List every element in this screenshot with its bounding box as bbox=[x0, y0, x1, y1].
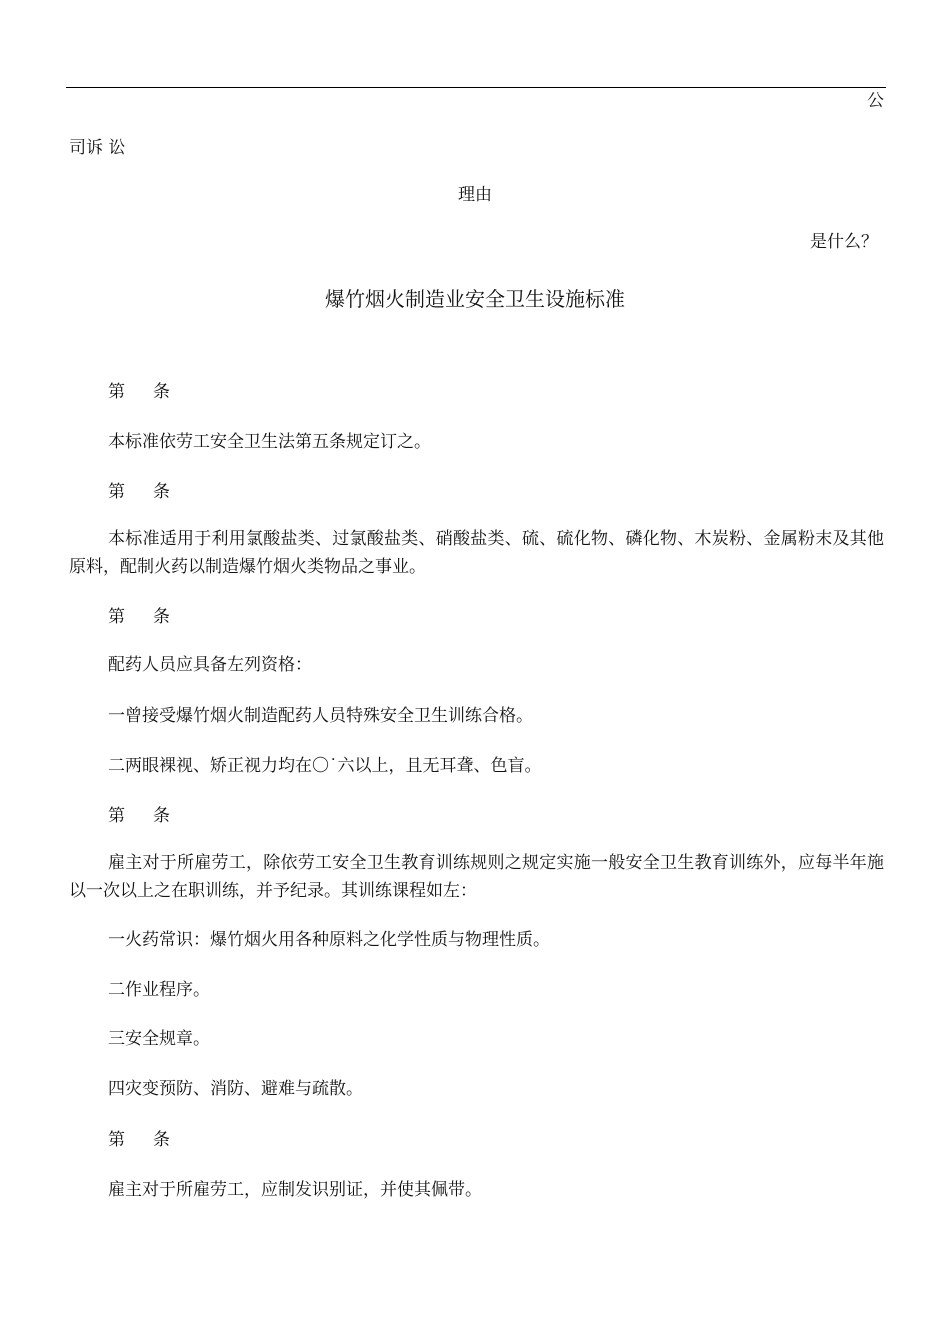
paragraph: 四灾变预防、消防、避难与疏散。 bbox=[108, 1079, 363, 1099]
paragraph: 配药人员应具备左列资格： bbox=[108, 655, 312, 675]
paragraph: 雇主对于所雇劳工，应制发识别证，并使其佩带。 bbox=[108, 1180, 482, 1200]
document-title: 爆竹烟火制造业安全卫生设施标准 bbox=[325, 287, 625, 311]
article-label: 第条 bbox=[108, 1130, 198, 1150]
paragraph: 本标准依劳工安全卫生法第五条规定订之。 bbox=[108, 432, 431, 452]
header-right-fragment: 公 bbox=[867, 91, 884, 111]
header-question-fragment: 是什么？ bbox=[810, 232, 878, 252]
header-left-fragment: 司诉 讼 bbox=[69, 138, 126, 158]
paragraph: 雇主对于所雇劳工，除依劳工安全卫生教育训练规则之规定实施一般安全卫生教育训练外，应每半年施以一次以上之在职训练，并予纪录。其训练课程如左： bbox=[69, 853, 884, 901]
article-label: 第条 bbox=[108, 607, 198, 627]
header-rule bbox=[66, 87, 886, 88]
paragraph: 一曾接受爆竹烟火制造配药人员特殊安全卫生训练合格。 bbox=[108, 706, 533, 726]
paragraph: 本标准适用于利用氯酸盐类、过氯酸盐类、硝酸盐类、硫、硫化物、磷化物、木炭粉、金属粉末及其他原料，配制火药以制造爆竹烟火类物品之事业。 bbox=[69, 529, 884, 577]
paragraph: 三安全规章。 bbox=[108, 1029, 210, 1049]
paragraph: 二两眼裸视、矫正视力均在〇˙六以上，且无耳聋、色盲。 bbox=[108, 756, 542, 776]
article-label: 第条 bbox=[108, 382, 198, 402]
article-label: 第条 bbox=[108, 806, 198, 826]
article-label: 第条 bbox=[108, 482, 198, 502]
paragraph: 二作业程序。 bbox=[108, 980, 210, 1000]
paragraph: 一火药常识：爆竹烟火用各种原料之化学性质与物理性质。 bbox=[108, 930, 550, 950]
header-center-fragment: 理由 bbox=[458, 185, 492, 205]
